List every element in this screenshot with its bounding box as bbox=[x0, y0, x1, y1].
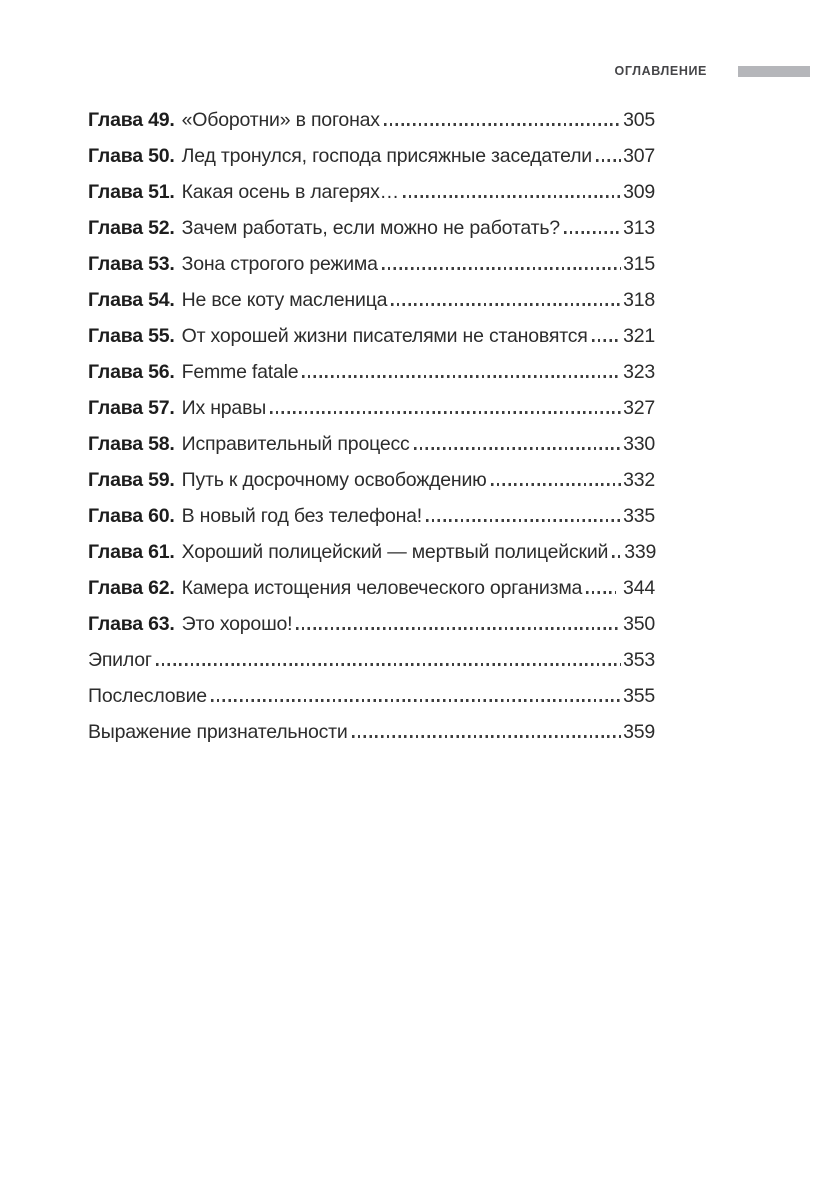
toc-entry-chapter: Глава 52. bbox=[88, 217, 175, 239]
toc-entry bbox=[88, 390, 655, 426]
toc-dot-leader bbox=[270, 411, 621, 414]
toc-entry-page: 344 bbox=[617, 577, 655, 599]
toc-entry-chapter: Глава 54. bbox=[88, 289, 175, 311]
toc-entry bbox=[88, 678, 655, 714]
toc-entry-title: Хороший полицейский — мертвый полицейский bbox=[181, 541, 609, 563]
toc-entry-page: 313 bbox=[623, 217, 655, 239]
toc-entry-title: Femme fatale bbox=[181, 361, 299, 383]
toc-entry-page: 330 bbox=[623, 433, 655, 455]
toc-entry-chapter: Глава 53. bbox=[88, 253, 175, 275]
toc-entry-page: 318 bbox=[623, 289, 655, 311]
toc-entry-title: Послесловие bbox=[88, 685, 207, 707]
toc-entry-page: 315 bbox=[623, 253, 655, 275]
header-decorative-bar bbox=[738, 66, 810, 77]
toc-dot-leader bbox=[612, 555, 622, 558]
toc-entry-title: «Оборотни» в погонах bbox=[181, 109, 380, 131]
toc-entry-chapter: Глава 60. bbox=[88, 505, 175, 527]
toc-entry-page: 307 bbox=[623, 145, 655, 167]
toc-entry-title: Зона строгого режима bbox=[181, 253, 378, 275]
toc-entry-title: В новый год без телефона! bbox=[181, 505, 423, 527]
toc-entry-page: 332 bbox=[623, 469, 655, 491]
toc-dot-leader bbox=[211, 699, 621, 702]
toc-entry-chapter: Глава 50. bbox=[88, 145, 175, 167]
toc-entry-title: Путь к досрочному освобождению bbox=[181, 469, 487, 491]
toc-entry-chapter: Глава 51. bbox=[88, 181, 175, 203]
toc-dot-leader bbox=[391, 303, 621, 306]
toc-entry-title: Выражение признательности bbox=[88, 721, 348, 743]
toc-dot-leader bbox=[296, 627, 621, 630]
toc-entry-title: Эпилог bbox=[88, 649, 152, 671]
toc-dot-leader bbox=[156, 663, 621, 666]
toc-dot-leader bbox=[302, 375, 621, 378]
toc-entry bbox=[88, 102, 655, 138]
toc-entry bbox=[88, 426, 655, 462]
toc-entry bbox=[88, 210, 655, 246]
toc-entry bbox=[88, 534, 655, 570]
toc-entry-page: 327 bbox=[623, 397, 655, 419]
toc-entry-chapter: Глава 58. bbox=[88, 433, 175, 455]
toc-entry bbox=[88, 498, 655, 534]
toc-entry-title: Это хорошо! bbox=[181, 613, 293, 635]
toc-entry-title: Какая осень в лагерях… bbox=[181, 181, 399, 203]
toc-entry bbox=[88, 282, 655, 318]
toc-dot-leader bbox=[586, 591, 616, 594]
toc-entry-title: Их нравы bbox=[181, 397, 267, 419]
toc-dot-leader bbox=[491, 483, 621, 486]
toc-entry-chapter: Глава 55. bbox=[88, 325, 175, 347]
toc-entry bbox=[88, 642, 655, 678]
toc-entry-page: 353 bbox=[623, 649, 655, 671]
toc-entry bbox=[88, 714, 655, 750]
toc-dot-leader bbox=[564, 231, 621, 234]
toc-dot-leader bbox=[426, 519, 621, 522]
toc-entry-page: 359 bbox=[623, 721, 655, 743]
toc-entry-page: 350 bbox=[623, 613, 655, 635]
toc-dot-leader bbox=[592, 339, 621, 342]
toc-entry bbox=[88, 138, 655, 174]
toc-entry bbox=[88, 606, 655, 642]
toc-entry-chapter: Глава 61. bbox=[88, 541, 175, 563]
toc-entry-title: Камера истощения человеческого организма bbox=[181, 577, 583, 599]
toc-dot-leader bbox=[403, 195, 621, 198]
toc-entry bbox=[88, 354, 655, 390]
toc-dot-leader bbox=[384, 123, 621, 126]
running-head-title: ОГЛАВЛЕНИЕ bbox=[614, 64, 707, 78]
toc-entry-title: Лед тронулся, господа присяжные заседатели bbox=[181, 145, 592, 167]
toc-entry-chapter: Глава 57. bbox=[88, 397, 175, 419]
toc-entry-chapter: Глава 63. bbox=[88, 613, 175, 635]
toc-entry-page: 321 bbox=[623, 325, 655, 347]
toc-entry-title: Исправительный процесс bbox=[181, 433, 410, 455]
toc-entry bbox=[88, 570, 655, 606]
toc-dot-leader bbox=[414, 447, 621, 450]
toc-entry-page: 305 bbox=[623, 109, 655, 131]
toc-entry bbox=[88, 462, 655, 498]
toc-entry-title: Зачем работать, если можно не работать? bbox=[181, 217, 560, 239]
toc-dot-leader bbox=[382, 267, 621, 270]
page-header bbox=[0, 64, 810, 78]
toc-dot-leader bbox=[596, 159, 621, 162]
toc-entry-chapter: Глава 59. bbox=[88, 469, 175, 491]
toc-entry bbox=[88, 174, 655, 210]
toc-entry-title: От хорошей жизни писателями не становятся bbox=[181, 325, 588, 347]
toc-entry-page: 339 bbox=[624, 541, 657, 563]
toc-entry bbox=[88, 246, 655, 282]
toc-entry-chapter: Глава 62. bbox=[88, 577, 175, 599]
toc-entry-title: Не все коту масленица bbox=[181, 289, 388, 311]
table-of-contents bbox=[88, 102, 655, 750]
toc-entry bbox=[88, 318, 655, 354]
toc-dot-leader bbox=[352, 735, 621, 738]
toc-entry-page: 323 bbox=[623, 361, 655, 383]
toc-entry-page: 355 bbox=[623, 685, 655, 707]
toc-entry-chapter: Глава 56. bbox=[88, 361, 175, 383]
toc-entry-page: 309 bbox=[623, 181, 655, 203]
toc-entry-chapter: Глава 49. bbox=[88, 109, 175, 131]
toc-entry-page: 335 bbox=[623, 505, 655, 527]
